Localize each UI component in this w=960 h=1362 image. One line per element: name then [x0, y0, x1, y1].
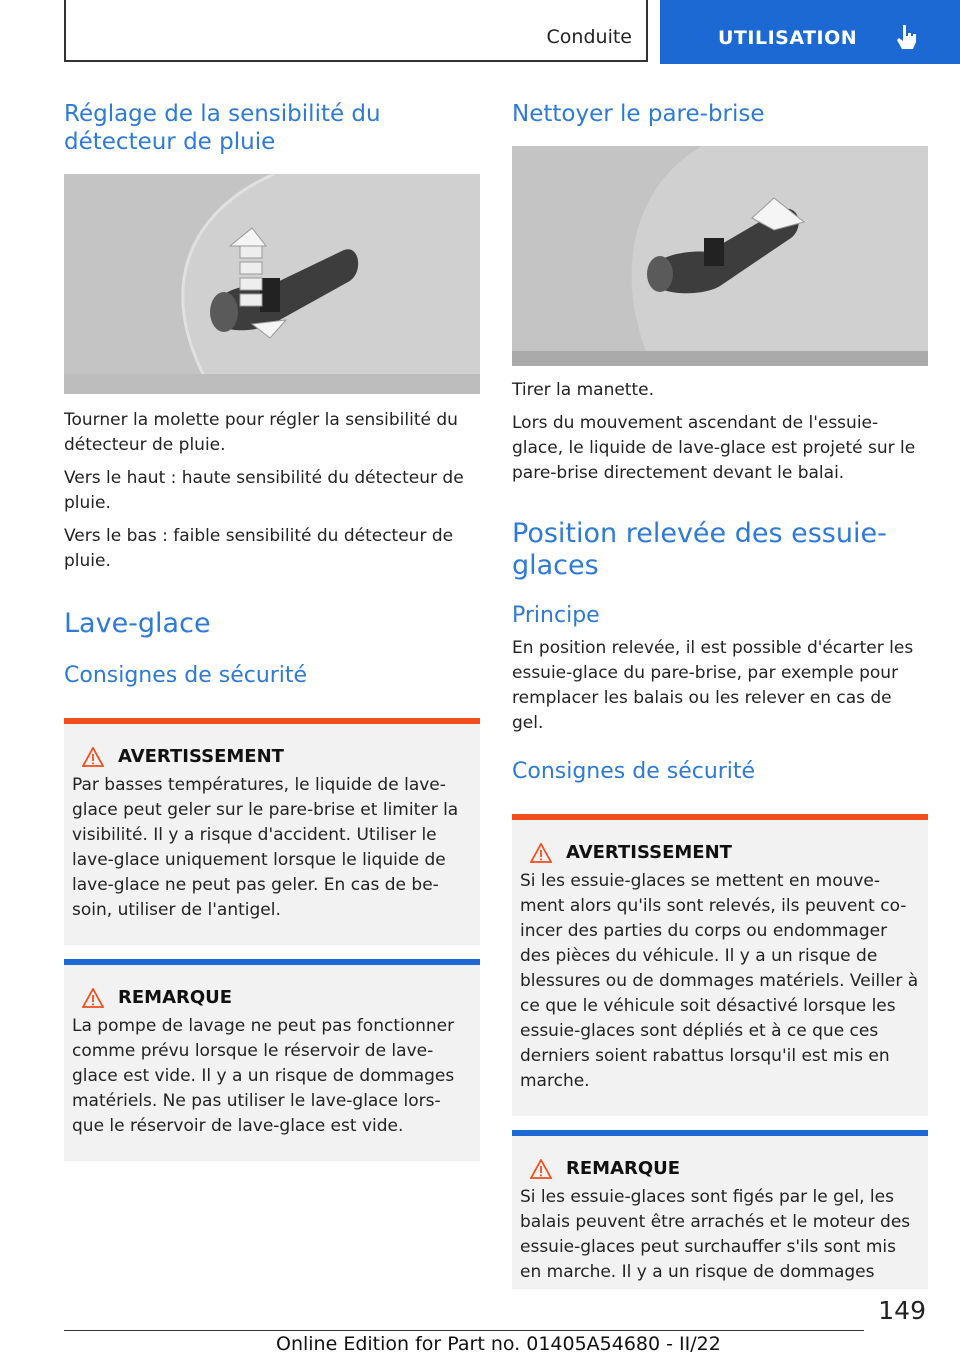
- header-section-box: [64, 0, 648, 62]
- note-title: REMARQUE: [118, 987, 233, 1008]
- pointing-hand-icon: [896, 24, 918, 50]
- page-number: 149: [878, 1296, 926, 1325]
- footer-edition-text: Online Edition for Part no. 01405A54680 - II/22: [276, 1333, 721, 1355]
- windshield-wash-illustration: [512, 146, 928, 366]
- right-column: [512, 100, 928, 1289]
- section-title-clean-windshield: Nettoyer le pare-brise: [512, 101, 765, 127]
- paragraph: Lors du mouvement ascendant de l'essuie-glace, le liquide de lave-glace est projeté sur le pare-brise directement devant le balai.: [512, 413, 916, 483]
- rain-sensor-illustration: [64, 174, 480, 394]
- header-section-label: Conduite: [546, 26, 632, 48]
- paragraph: Vers le bas : faible sensibilité du détecteur de pluie.: [64, 526, 454, 571]
- warning-box: [512, 814, 928, 1116]
- header-chapter-tab: [660, 0, 960, 64]
- subsection-title-principle: Principe: [512, 603, 600, 628]
- section-title-washer: Lave-glace: [64, 608, 211, 639]
- paragraph: Tourner la molette pour régler la sensibilité du détecteur de pluie.: [64, 410, 458, 455]
- note-text: Si les essuie-glaces sont figés par le gel, les balais peuvent être arrachés et le moteur des essuie-glaces peut surchauffer s'ils sont mis en marche. Il y a un risque de dommages: [520, 1187, 911, 1282]
- note-text: La pompe de lavage ne peut pas fonctionner comme prévu lorsque le réservoir de lave-glace est vide. Il y a un risque de dommages matériels. Ne pas utiliser le lave-glace lors-que le réservoir de lave-glace est vide.: [72, 1016, 455, 1136]
- footer-divider: [64, 1330, 864, 1331]
- warning-triangle-icon: [530, 1159, 552, 1179]
- warning-title: AVERTISSEMENT: [566, 842, 732, 863]
- section-title-rain-sensor: Réglage de la sensibilité du détecteur de pluie: [64, 101, 381, 155]
- warning-triangle-icon: [82, 747, 104, 767]
- note-box: [64, 959, 480, 1161]
- note-box: [512, 1130, 928, 1289]
- left-column: [64, 100, 480, 1161]
- warning-triangle-icon: [530, 843, 552, 863]
- warning-text: Si les essuie-glaces se mettent en mouve-ment alors qu'ils sont relevés, ils peuvent co-incer des parties du corps ou endommager des pièces du véhicule. Il y a un risque de blessures ou de dommages matériels. Veiller à ce que le véhicule soit désactivé lorsque les essuie-glaces sont dépliés et à ce que ces derniers soient rabattus lorsqu'il est mis en marche.: [520, 871, 919, 1091]
- paragraph: Vers le haut : haute sensibilité du détecteur de pluie.: [64, 468, 464, 513]
- note-title: REMARQUE: [566, 1158, 681, 1179]
- paragraph: En position relevée, il est possible d'écarter les essuie-glace du pare-brise, par exemple pour remplacer les balais ou les relever en cas de gel.: [512, 638, 914, 733]
- subsection-title-safety: Consignes de sécurité: [512, 759, 756, 784]
- header-chapter-label: UTILISATION: [718, 27, 858, 49]
- wiper-lever-pull-image: [512, 146, 928, 366]
- paragraph: Tirer la manette.: [512, 380, 655, 400]
- warning-box: [64, 718, 480, 945]
- subsection-title-safety: Consignes de sécurité: [64, 663, 308, 688]
- warning-triangle-icon: [82, 988, 104, 1008]
- section-title-raised-position: Position relevée des essuie-glaces: [512, 518, 887, 581]
- wiper-lever-thumbwheel-image: [64, 174, 480, 394]
- warning-title: AVERTISSEMENT: [118, 746, 284, 767]
- warning-text: Par basses températures, le liquide de lave-glace peut geler sur le pare-brise et limiter la visibilité. Il y a risque d'accident. Utiliser le lave-glace uniquement lorsque le liquide de lave-glace ne peut pas geler. En cas de be-soin, utiliser de l'antigel.: [72, 775, 459, 920]
